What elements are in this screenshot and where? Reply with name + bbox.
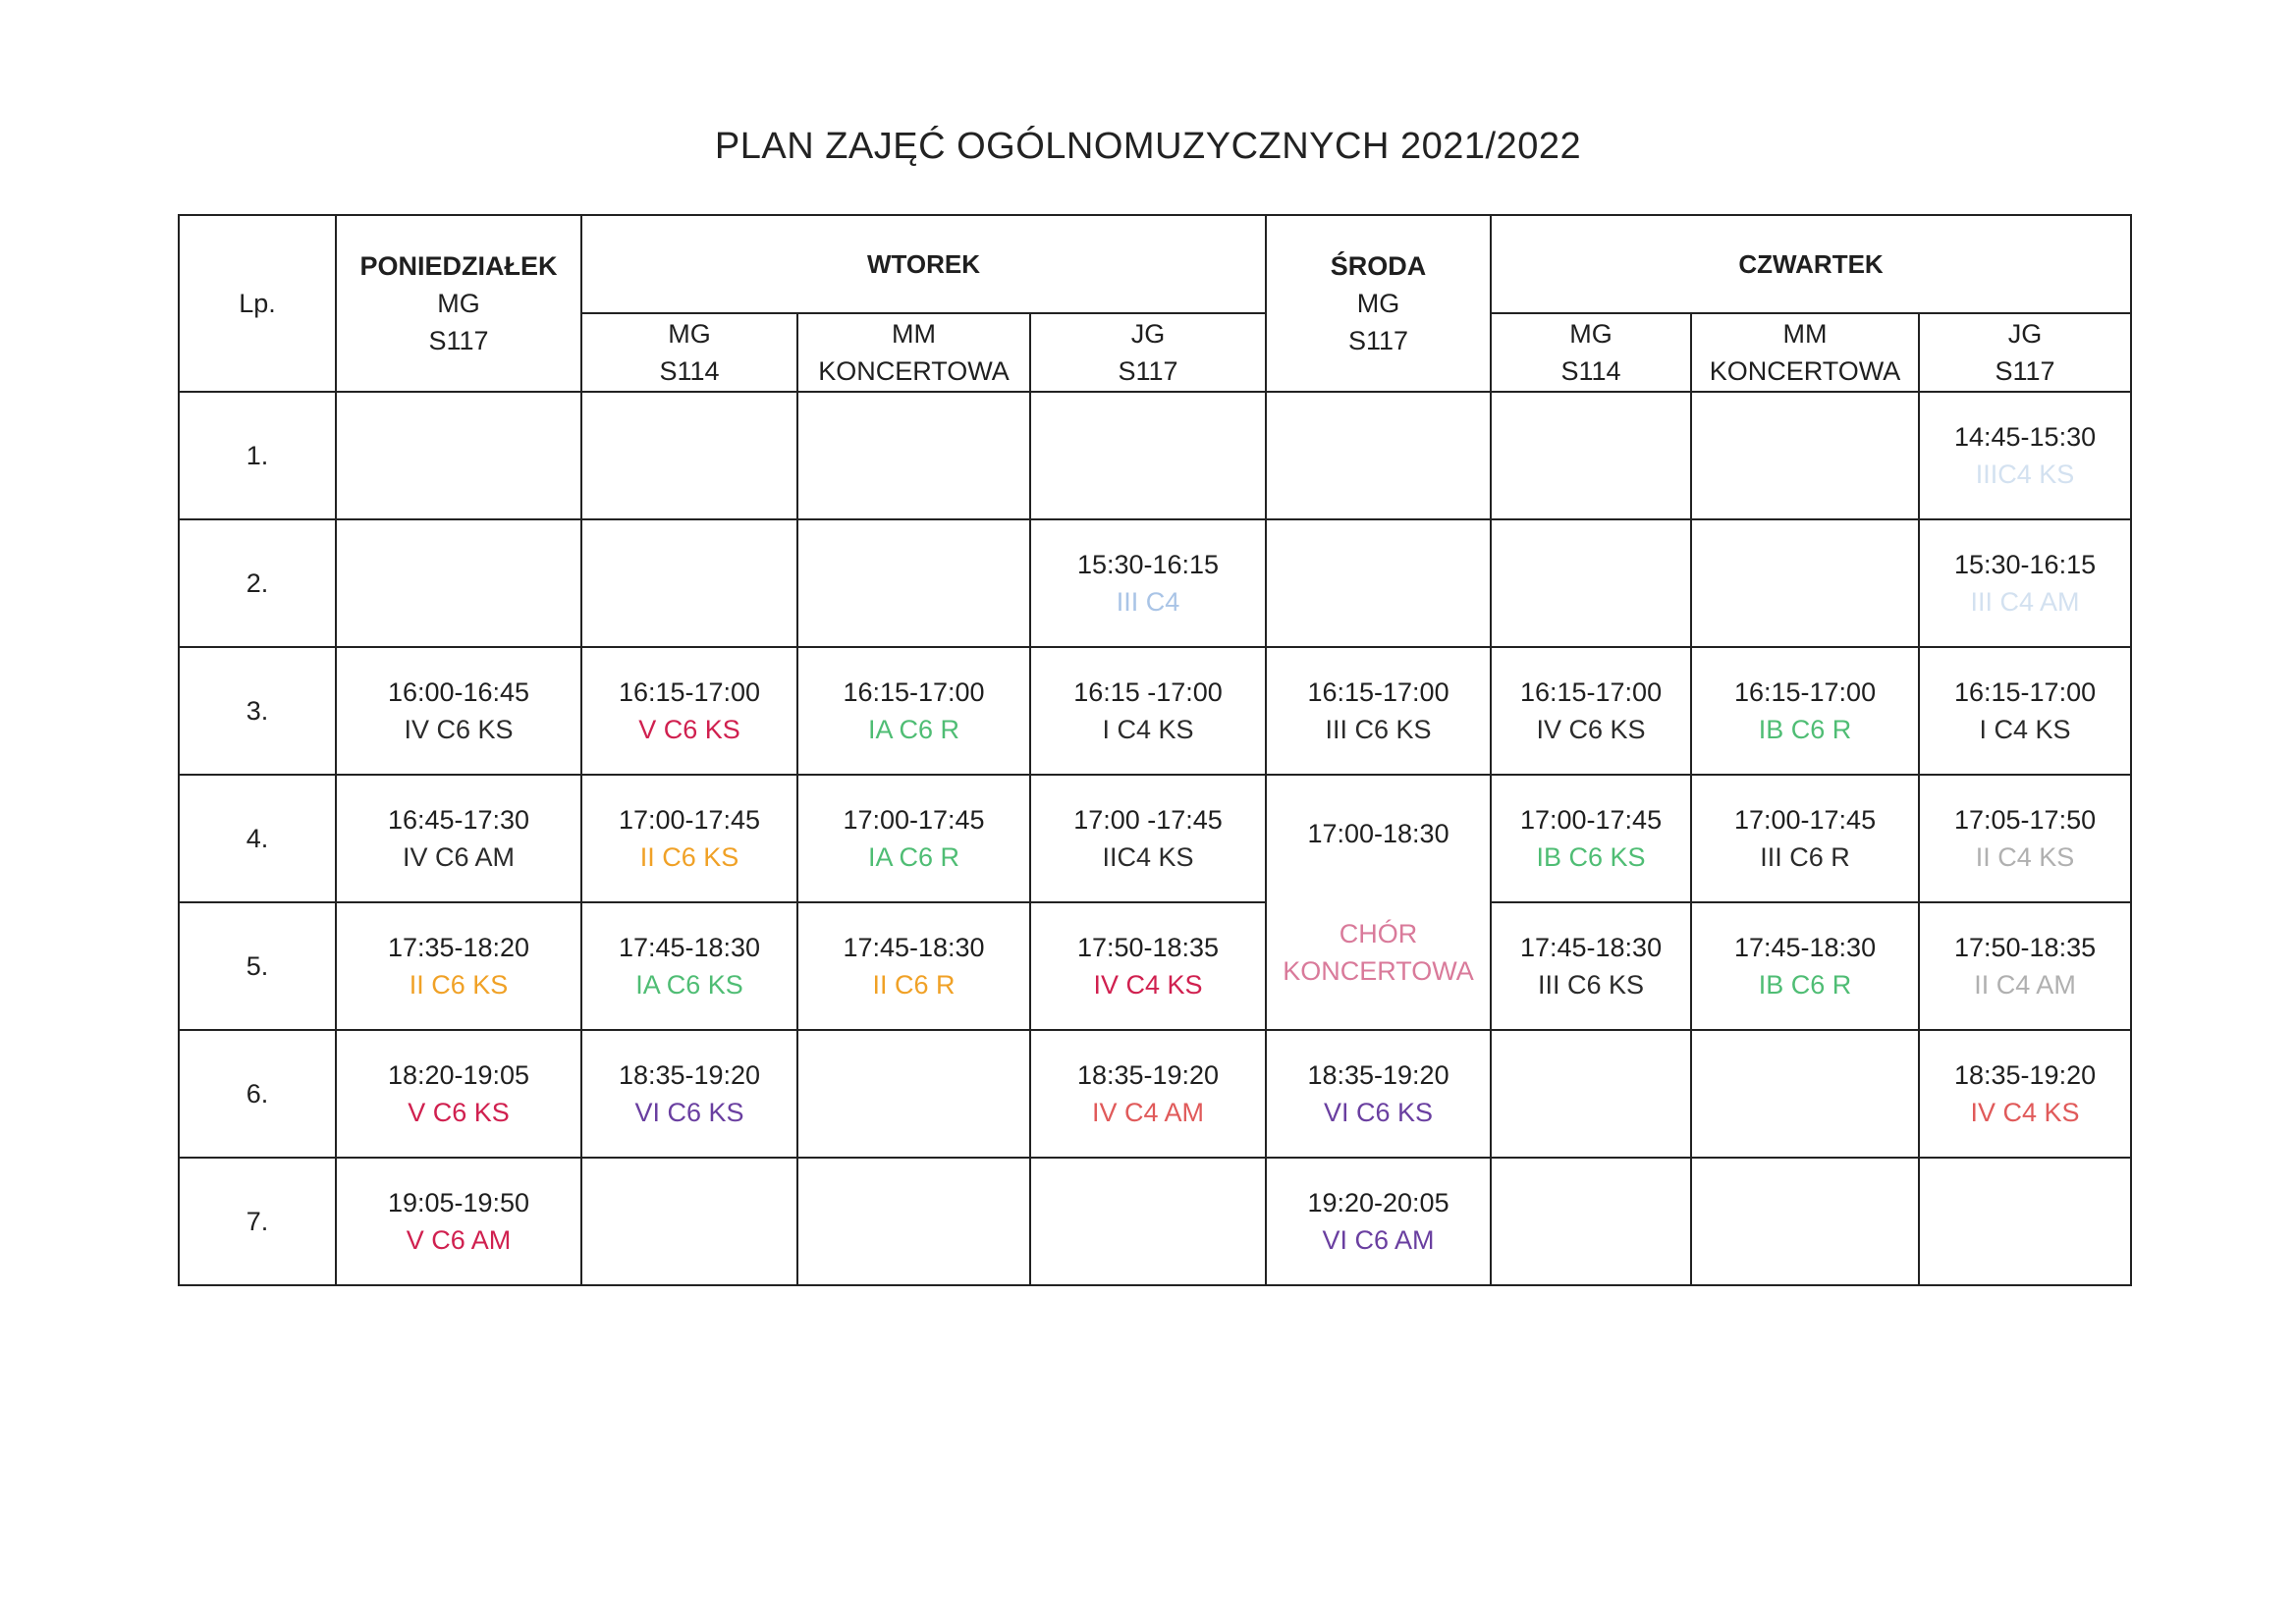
- schedule-cell: [1266, 775, 1491, 1030]
- lesson-class: IIC4 KS: [1102, 842, 1194, 872]
- lesson-time: 16:15-17:00: [843, 677, 985, 707]
- schedule-body: [179, 392, 2131, 1285]
- lesson-time: 19:05-19:50: [387, 1188, 530, 1217]
- day-name: ŚRODA: [1330, 251, 1427, 281]
- lesson-time: 16:45-17:30: [387, 805, 530, 835]
- lesson-class: I C4 KS: [1102, 715, 1194, 744]
- table-row: [179, 902, 2131, 1030]
- schedule-cell: [1491, 775, 1691, 902]
- lesson-class: CHÓR KONCERTOWA: [1283, 919, 1474, 986]
- header-wtorek: WTOREK: [581, 215, 1266, 313]
- lesson-class: IB C6 R: [1758, 715, 1852, 744]
- table-row: [179, 647, 2131, 775]
- schedule-cell: [1266, 1030, 1491, 1158]
- lesson-class: II C6 KS: [639, 842, 739, 872]
- schedule-cell: [1266, 392, 1491, 519]
- schedule-cell: [1919, 1158, 2131, 1285]
- lesson-time: 17:45-18:30: [1519, 933, 1663, 962]
- lesson-class: V C6 KS: [638, 715, 740, 744]
- lesson-class: I C4 KS: [1979, 715, 2071, 744]
- lesson-class: II C4 KS: [1975, 842, 2075, 872]
- schedule-cell: [1491, 902, 1691, 1030]
- lesson-time: 14:45-15:30: [1953, 422, 2097, 452]
- schedule-cell: [336, 775, 581, 902]
- schedule-table: [178, 214, 2132, 1286]
- document-title: PLAN ZAJĘĆ OGÓLNOMUZYCZNYCH 2021/2022: [714, 126, 1582, 167]
- lesson-class: VI C6 KS: [1324, 1098, 1434, 1127]
- lesson-time: 17:00-17:45: [1733, 805, 1877, 835]
- schedule-cell: [1030, 775, 1266, 902]
- day-name: PONIEDZIAŁEK: [359, 251, 558, 281]
- lesson-class: IV C6 KS: [404, 715, 514, 744]
- lesson-time: 19:20-20:05: [1307, 1188, 1449, 1217]
- schedule-cell: [1919, 519, 2131, 647]
- schedule-cell: [1691, 1158, 1919, 1285]
- schedule-cell: [797, 1158, 1030, 1285]
- schedule-cell: [1691, 647, 1919, 775]
- lesson-time: 18:35-19:20: [1307, 1060, 1449, 1090]
- lesson-class: IA C6 KS: [635, 970, 743, 1000]
- lesson-time: 16:15-17:00: [618, 677, 761, 707]
- row-number: 2.: [179, 519, 336, 647]
- lesson-class: IV C4 KS: [1093, 970, 1203, 1000]
- schedule-cell: [1491, 647, 1691, 775]
- schedule-cell: [1491, 392, 1691, 519]
- lesson-class: IB C6 R: [1758, 970, 1852, 1000]
- lesson-time: 16:15-17:00: [1307, 677, 1449, 707]
- schedule-cell: [336, 647, 581, 775]
- row-number: 7.: [179, 1158, 336, 1285]
- subheader-czwartek-mg: MG S114: [1491, 313, 1691, 392]
- lesson-time: 16:15-17:00: [1519, 677, 1663, 707]
- lesson-class: III C6 R: [1760, 842, 1850, 872]
- schedule-cell: [336, 1030, 581, 1158]
- lesson-class: II C6 KS: [409, 970, 509, 1000]
- lesson-time: 18:35-19:20: [1953, 1060, 2097, 1090]
- schedule-cell: [1919, 1030, 2131, 1158]
- table-row: [179, 1030, 2131, 1158]
- schedule-cell: [1266, 1158, 1491, 1285]
- schedule-cell: [1491, 519, 1691, 647]
- subheader-wtorek-mm: MM KONCERTOWA: [797, 313, 1030, 392]
- schedule-cell: [336, 1158, 581, 1285]
- schedule-cell: [797, 647, 1030, 775]
- day-room: S117: [1348, 326, 1409, 355]
- lesson-time: 16:15 -17:00: [1073, 677, 1223, 707]
- schedule-cell: [336, 519, 581, 647]
- lesson-time: 17:00-17:45: [618, 805, 761, 835]
- table-row: [179, 392, 2131, 519]
- lesson-time: 18:20-19:05: [387, 1060, 530, 1090]
- lesson-class: IA C6 R: [867, 715, 960, 744]
- lesson-time: 18:35-19:20: [1076, 1060, 1220, 1090]
- header-lp: Lp.: [179, 215, 336, 392]
- day-teacher: MG: [1356, 289, 1400, 318]
- schedule-cell: [581, 775, 797, 902]
- day-teacher: MG: [437, 289, 480, 318]
- lesson-time: 15:30-16:15: [1076, 550, 1220, 579]
- schedule-cell: [1030, 519, 1266, 647]
- row-number: 1.: [179, 392, 336, 519]
- subheader-czwartek-mm: MM KONCERTOWA: [1691, 313, 1919, 392]
- schedule-cell: [1266, 647, 1491, 775]
- lesson-class: IA C6 R: [867, 842, 960, 872]
- lesson-class: IV C6 KS: [1536, 715, 1646, 744]
- lesson-time: 16:00-16:45: [387, 677, 530, 707]
- lesson-class: VI C6 AM: [1322, 1225, 1435, 1255]
- schedule-cell: [1030, 1030, 1266, 1158]
- schedule-cell: [1919, 647, 2131, 775]
- lesson-time: 17:45-18:30: [618, 933, 761, 962]
- schedule-cell: [1919, 902, 2131, 1030]
- schedule-cell: [1266, 519, 1491, 647]
- schedule-cell: [1030, 902, 1266, 1030]
- schedule-cell: [1919, 392, 2131, 519]
- lesson-class: V C6 KS: [408, 1098, 510, 1127]
- row-number: 5.: [179, 902, 336, 1030]
- row-number: 4.: [179, 775, 336, 902]
- table-row: [179, 1158, 2131, 1285]
- lesson-class: III C6 KS: [1538, 970, 1645, 1000]
- lesson-class: II C6 R: [872, 970, 956, 1000]
- lesson-class: VI C6 KS: [634, 1098, 744, 1127]
- lesson-time: 17:50-18:35: [1076, 933, 1220, 962]
- lesson-time: 17:00-17:45: [1519, 805, 1663, 835]
- schedule-cell: [1691, 1030, 1919, 1158]
- lesson-time: 17:50-18:35: [1953, 933, 2097, 962]
- schedule-cell: [1691, 775, 1919, 902]
- row-number: 3.: [179, 647, 336, 775]
- subheader-wtorek-jg: JG S117: [1030, 313, 1266, 392]
- day-room: S117: [428, 326, 489, 355]
- schedule-table-wrapper: [178, 214, 2132, 1286]
- header-poniedzialek: [336, 215, 581, 392]
- schedule-cell: [581, 647, 797, 775]
- lesson-time: 17:00-18:30: [1307, 819, 1449, 848]
- table-row: [179, 519, 2131, 647]
- lesson-class: IB C6 KS: [1536, 842, 1646, 872]
- subheader-czwartek-jg: JG S117: [1919, 313, 2131, 392]
- schedule-cell: [797, 392, 1030, 519]
- lesson-time: 15:30-16:15: [1953, 550, 2097, 579]
- lesson-time: 17:45-18:30: [843, 933, 985, 962]
- lesson-class: IV C6 AM: [402, 842, 516, 872]
- table-row: [179, 775, 2131, 902]
- schedule-cell: [581, 519, 797, 647]
- schedule-cell: [581, 1158, 797, 1285]
- lesson-time: 16:15-17:00: [1953, 677, 2097, 707]
- schedule-cell: [1030, 647, 1266, 775]
- schedule-cell: [1030, 1158, 1266, 1285]
- lesson-class: IV C4 AM: [1091, 1098, 1205, 1127]
- lesson-class: IIIC4 KS: [1975, 460, 2075, 489]
- schedule-cell: [581, 1030, 797, 1158]
- lesson-class: IV C4 KS: [1970, 1098, 2080, 1127]
- subheader-wtorek-mg: MG S114: [581, 313, 797, 392]
- row-number: 6.: [179, 1030, 336, 1158]
- lesson-time: 17:00-17:45: [843, 805, 985, 835]
- schedule-cell: [1030, 392, 1266, 519]
- lesson-time: 17:05-17:50: [1953, 805, 2097, 835]
- lesson-class: II C4 AM: [1974, 970, 2076, 1000]
- header-czwartek: CZWARTEK: [1491, 215, 2131, 313]
- schedule-cell: [581, 902, 797, 1030]
- lesson-time: 17:35-18:20: [387, 933, 530, 962]
- schedule-cell: [797, 902, 1030, 1030]
- header-sroda: [1266, 215, 1491, 392]
- lesson-class: V C6 AM: [406, 1225, 512, 1255]
- lesson-time: 17:45-18:30: [1733, 933, 1877, 962]
- schedule-cell: [336, 392, 581, 519]
- lesson-time: 17:00 -17:45: [1073, 805, 1223, 835]
- lesson-class: III C6 KS: [1325, 715, 1432, 744]
- schedule-cell: [336, 902, 581, 1030]
- schedule-cell: [797, 775, 1030, 902]
- schedule-cell: [1919, 775, 2131, 902]
- schedule-cell: [1491, 1158, 1691, 1285]
- schedule-cell: [1691, 519, 1919, 647]
- schedule-cell: [797, 1030, 1030, 1158]
- lesson-class: III C4: [1116, 587, 1180, 617]
- schedule-cell: [1691, 392, 1919, 519]
- schedule-cell: [1691, 902, 1919, 1030]
- schedule-cell: [581, 392, 797, 519]
- schedule-cell: [1491, 1030, 1691, 1158]
- lesson-class: III C4 AM: [1970, 587, 2080, 617]
- schedule-cell: [797, 519, 1030, 647]
- lesson-time: 16:15-17:00: [1733, 677, 1877, 707]
- lesson-time: 18:35-19:20: [618, 1060, 761, 1090]
